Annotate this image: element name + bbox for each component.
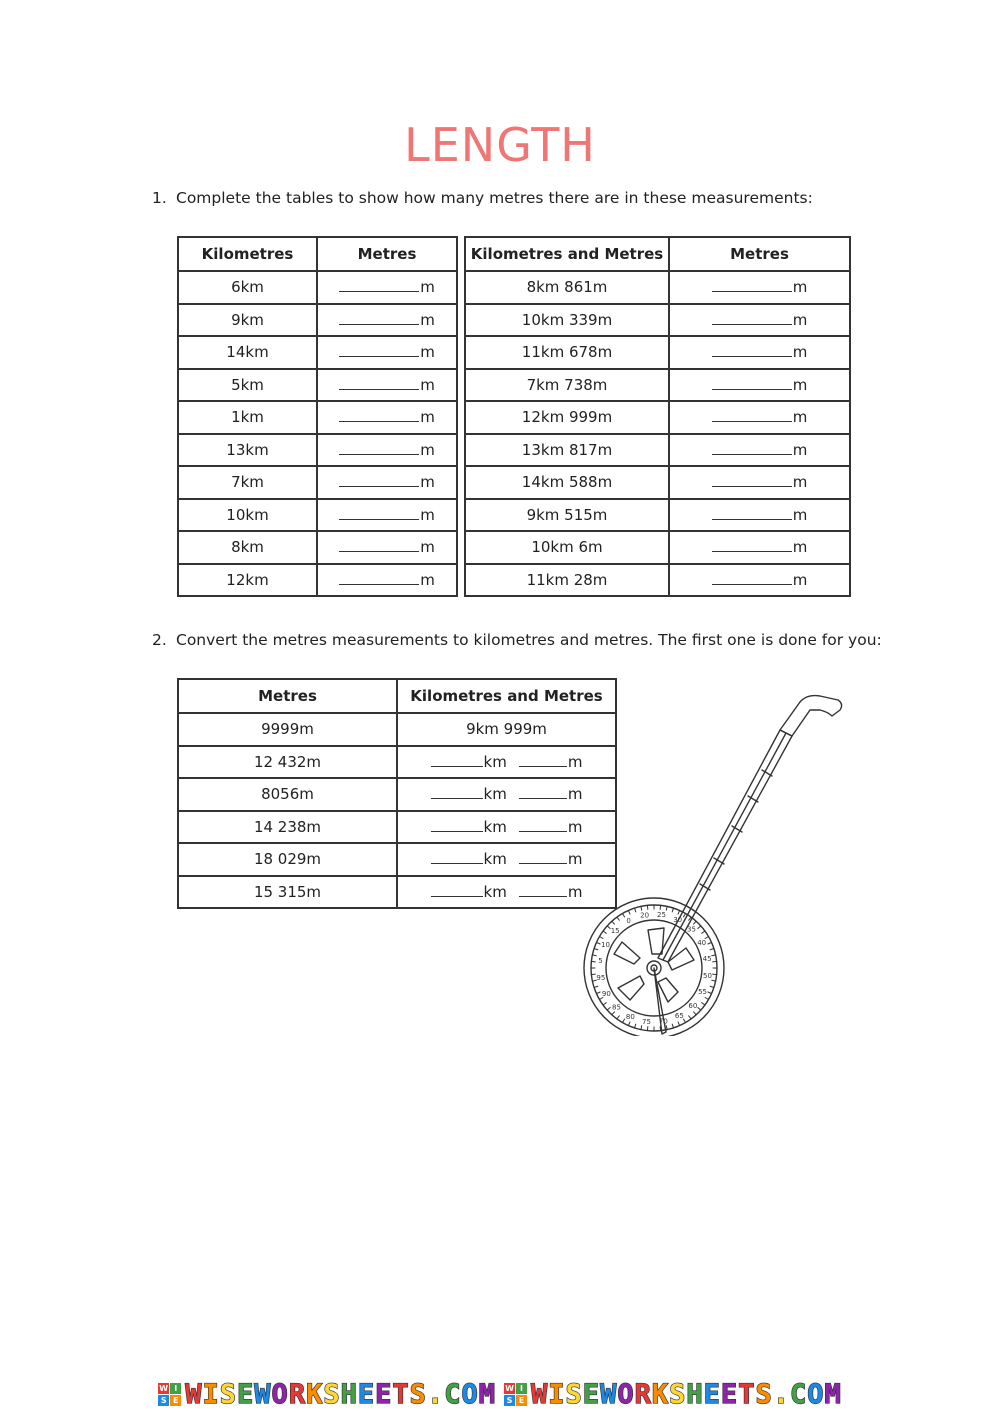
unit-label: m (420, 441, 435, 459)
unit-label: m (420, 538, 435, 556)
answer-blank[interactable] (339, 344, 419, 357)
wheel-scale-label: 5 (598, 957, 602, 965)
table-row (178, 564, 457, 597)
m-unit-label: m (568, 883, 583, 901)
metres-answer-cell (317, 466, 457, 499)
brand-letter: I (548, 1379, 565, 1410)
answer-blank[interactable] (339, 507, 419, 520)
brand-letter: E (704, 1379, 721, 1410)
brand-letter: S (755, 1379, 772, 1410)
brand-letter: T (738, 1379, 755, 1410)
m-unit-label: m (568, 850, 583, 868)
brand-letter: S (220, 1379, 237, 1410)
brand-letter: O (807, 1379, 824, 1410)
table-row (465, 369, 850, 402)
logo-letter: S (158, 1395, 169, 1406)
km-and-m-cell: 9km 515m (465, 499, 669, 532)
km-to-metres-table (177, 236, 458, 597)
unit-label: m (420, 278, 435, 296)
m-unit-label: m (568, 818, 583, 836)
table-row (465, 336, 850, 369)
wheel-scale-label: 35 (687, 926, 696, 934)
brand-letter: S (566, 1379, 583, 1410)
answer-blank[interactable] (339, 312, 419, 325)
brand-letter: E (375, 1379, 392, 1410)
brand-logo-2 (504, 1379, 842, 1410)
answer-blank[interactable] (712, 377, 792, 390)
table-row (178, 466, 457, 499)
metres-answer-cell (669, 564, 850, 597)
kilometres-cell: 5km (178, 369, 317, 402)
brand-letter: M (479, 1379, 496, 1410)
unit-label: m (793, 376, 808, 394)
metres-cell: 8056m (178, 778, 397, 811)
table3-header-metres: Metres (178, 679, 397, 713)
km-answer-blank[interactable] (431, 786, 483, 799)
logo-letter: W (504, 1383, 515, 1394)
table-row (465, 499, 850, 532)
brand-letter: W (254, 1379, 271, 1410)
answer-blank[interactable] (339, 409, 419, 422)
unit-label: m (420, 343, 435, 361)
table-row (178, 811, 616, 844)
metres-cell: 18 029m (178, 843, 397, 876)
example-answer: 9km 999m (397, 713, 616, 746)
kilometres-cell: 1km (178, 401, 317, 434)
km-and-m-to-metres-table (464, 236, 851, 597)
table1-header-kilometres: Kilometres (178, 237, 317, 271)
metres-answer-cell (317, 304, 457, 337)
kilometres-cell: 9km (178, 304, 317, 337)
wheel-scale-label: 80 (626, 1013, 635, 1021)
brand-letter: M (825, 1379, 842, 1410)
metres-cell: 12 432m (178, 746, 397, 779)
table-row (465, 434, 850, 467)
brand-letter: E (721, 1379, 738, 1410)
table-row (178, 304, 457, 337)
brand-letter: O (272, 1379, 289, 1410)
table-row (178, 531, 457, 564)
wheel-scale-label: 95 (596, 974, 605, 982)
metres-answer-cell (317, 369, 457, 402)
kilometres-cell: 12km (178, 564, 317, 597)
kilometres-cell: 6km (178, 271, 317, 304)
table3-header-km-and-m: Kilometres and Metres (397, 679, 616, 713)
wheel-scale-label: 70 (659, 1018, 668, 1026)
km-unit-label: km (484, 818, 507, 836)
logo-icon (504, 1383, 527, 1406)
table-row (178, 369, 457, 402)
table1-header-metres: Metres (317, 237, 457, 271)
logo-letter: S (504, 1395, 515, 1406)
brand-letter: K (306, 1379, 323, 1410)
wheel-scale-label: 75 (642, 1018, 651, 1026)
table-row (465, 401, 850, 434)
example-metres: 9999m (178, 713, 397, 746)
answer-blank[interactable] (712, 409, 792, 422)
logo-letter: W (158, 1383, 169, 1394)
km-answer-blank[interactable] (431, 754, 483, 767)
brand-letter: W (531, 1379, 548, 1410)
km-and-m-cell: 7km 738m (465, 369, 669, 402)
km-and-m-cell: 11km 678m (465, 336, 669, 369)
metres-answer-cell (669, 434, 850, 467)
brand-letter: E (237, 1379, 254, 1410)
question-2 (152, 631, 882, 649)
metres-to-km-table (177, 678, 617, 909)
answer-blank[interactable] (712, 507, 792, 520)
table-row (465, 564, 850, 597)
km-and-m-cell: 13km 817m (465, 434, 669, 467)
brand-letter: E (583, 1379, 600, 1410)
unit-label: m (793, 538, 808, 556)
wheel-scale-label: 0 (626, 917, 630, 925)
wheel-scale-label: 20 (640, 911, 649, 919)
brand-letter: R (635, 1379, 652, 1410)
brand-letter: S (323, 1379, 340, 1410)
brand-letter: . (427, 1379, 444, 1410)
answer-blank[interactable] (339, 539, 419, 552)
metres-answer-cell (669, 466, 850, 499)
m-answer-blank[interactable] (519, 819, 567, 832)
answer-blank[interactable] (712, 442, 792, 455)
table-row (178, 499, 457, 532)
metres-answer-cell (669, 369, 850, 402)
metres-answer-cell (669, 336, 850, 369)
answer-blank[interactable] (339, 377, 419, 390)
question-2-number: 2. (152, 631, 176, 649)
wheel-scale-label: 60 (688, 1002, 697, 1010)
brand-letter: O (617, 1379, 634, 1410)
km-and-m-cell: 10km 6m (465, 531, 669, 564)
answer-blank[interactable] (339, 279, 419, 292)
brand-letter: C (444, 1379, 461, 1410)
km-and-m-cell: 8km 861m (465, 271, 669, 304)
brand-letter: K (652, 1379, 669, 1410)
unit-label: m (420, 376, 435, 394)
wheel-scale-label: 30 (673, 916, 682, 924)
logo-icon (158, 1383, 181, 1406)
question-2-text: Convert the metres measurements to kilometres and metres. The first one is done for you: (176, 631, 882, 649)
kilometres-cell: 7km (178, 466, 317, 499)
km-unit-label: km (484, 883, 507, 901)
metres-cell: 15 315m (178, 876, 397, 909)
table-row (178, 778, 616, 811)
brand-name (185, 1379, 496, 1410)
m-answer-blank[interactable] (519, 786, 567, 799)
answer-blank[interactable] (712, 474, 792, 487)
unit-label: m (793, 571, 808, 589)
unit-label: m (420, 506, 435, 524)
unit-label: m (793, 278, 808, 296)
unit-label: m (793, 311, 808, 329)
table-row (178, 336, 457, 369)
footer-brand-bar (0, 1374, 1000, 1414)
metres-answer-cell (669, 401, 850, 434)
wheel-scale-label: 10 (601, 941, 610, 949)
km-and-m-cell: 12km 999m (465, 401, 669, 434)
answer-blank[interactable] (339, 474, 419, 487)
table-row (178, 876, 616, 909)
table-row (178, 746, 616, 779)
unit-label: m (793, 343, 808, 361)
m-unit-label: m (568, 785, 583, 803)
m-answer-blank[interactable] (519, 851, 567, 864)
wheel-scale-label: 55 (698, 988, 707, 996)
metres-answer-cell (317, 401, 457, 434)
metres-answer-cell (669, 304, 850, 337)
table-row (178, 401, 457, 434)
question-1-text: Complete the tables to show how many metres there are in these measurements: (176, 189, 813, 207)
brand-name (531, 1379, 842, 1410)
kilometres-cell: 8km (178, 531, 317, 564)
wheel-scale-label: 45 (703, 955, 712, 963)
wheel-scale-label: 15 (611, 927, 620, 935)
brand-letter: O (461, 1379, 478, 1410)
wheel-scale-label: 85 (612, 1003, 621, 1011)
unit-label: m (420, 473, 435, 491)
metres-answer-cell (669, 531, 850, 564)
logo-letter: I (516, 1383, 527, 1394)
table-row (465, 271, 850, 304)
km-unit-label: km (484, 753, 507, 771)
wheel-outer-rim (584, 898, 724, 1036)
unit-label: m (420, 408, 435, 426)
brand-letter: R (289, 1379, 306, 1410)
metres-answer-cell (669, 271, 850, 304)
unit-label: m (420, 571, 435, 589)
metres-answer-cell (669, 499, 850, 532)
wheel-scale-label: 50 (703, 972, 712, 980)
kilometres-cell: 13km (178, 434, 317, 467)
table2-header-metres: Metres (669, 237, 850, 271)
brand-letter: C (790, 1379, 807, 1410)
brand-letter: S (410, 1379, 427, 1410)
brand-letter: E (358, 1379, 375, 1410)
question-1 (152, 189, 813, 207)
kilometres-cell: 10km (178, 499, 317, 532)
unit-label: m (793, 408, 808, 426)
table-row (465, 531, 850, 564)
km-and-m-cell: 11km 28m (465, 564, 669, 597)
brand-letter: I (202, 1379, 219, 1410)
wheel-scale-label: 90 (602, 990, 611, 998)
km-unit-label: km (484, 785, 507, 803)
metres-answer-cell (317, 499, 457, 532)
logo-letter: E (516, 1395, 527, 1406)
brand-letter: W (600, 1379, 617, 1410)
table-row (178, 713, 616, 746)
answer-blank[interactable] (712, 312, 792, 325)
answer-blank[interactable] (712, 539, 792, 552)
metres-answer-cell (317, 336, 457, 369)
unit-label: m (793, 441, 808, 459)
m-answer-blank[interactable] (519, 884, 567, 897)
logo-letter: E (170, 1395, 181, 1406)
metres-answer-cell (317, 564, 457, 597)
unit-label: m (420, 311, 435, 329)
km-answer-blank[interactable] (431, 819, 483, 832)
answer-blank[interactable] (339, 572, 419, 585)
km-unit-label: km (484, 850, 507, 868)
answer-blank[interactable] (712, 572, 792, 585)
metres-cell: 14 238m (178, 811, 397, 844)
trundle-wheel-illustration (582, 692, 848, 1036)
brand-letter: W (185, 1379, 202, 1410)
table-row (178, 271, 457, 304)
km-and-m-cell: 10km 339m (465, 304, 669, 337)
km-and-m-cell: 14km 588m (465, 466, 669, 499)
metres-answer-cell (317, 271, 457, 304)
table-row (465, 304, 850, 337)
wheel-handle-grip (780, 696, 842, 736)
logo-letter: I (170, 1383, 181, 1394)
unit-label: m (793, 506, 808, 524)
answer-blank[interactable] (712, 279, 792, 292)
answer-blank[interactable] (339, 442, 419, 455)
table-row (465, 466, 850, 499)
wheel-scale-label: 65 (675, 1012, 684, 1020)
m-answer-blank[interactable] (519, 754, 567, 767)
page-title: LENGTH (0, 118, 1000, 172)
metres-answer-cell (317, 434, 457, 467)
brand-logo-1 (158, 1379, 496, 1410)
unit-label: m (793, 473, 808, 491)
wheel-scale-label: 25 (657, 911, 666, 919)
question-1-number: 1. (152, 189, 176, 207)
km-answer-blank[interactable] (431, 851, 483, 864)
km-answer-blank[interactable] (431, 884, 483, 897)
brand-letter: H (341, 1379, 358, 1410)
table2-header-km-and-m: Kilometres and Metres (465, 237, 669, 271)
kilometres-cell: 14km (178, 336, 317, 369)
answer-blank[interactable] (712, 344, 792, 357)
m-unit-label: m (568, 753, 583, 771)
brand-letter: T (392, 1379, 409, 1410)
table-row (178, 434, 457, 467)
wheel-scale-label: 40 (697, 939, 706, 947)
table-row (178, 843, 616, 876)
brand-letter: S (669, 1379, 686, 1410)
brand-letter: H (686, 1379, 703, 1410)
brand-letter: . (773, 1379, 790, 1410)
metres-answer-cell (317, 531, 457, 564)
